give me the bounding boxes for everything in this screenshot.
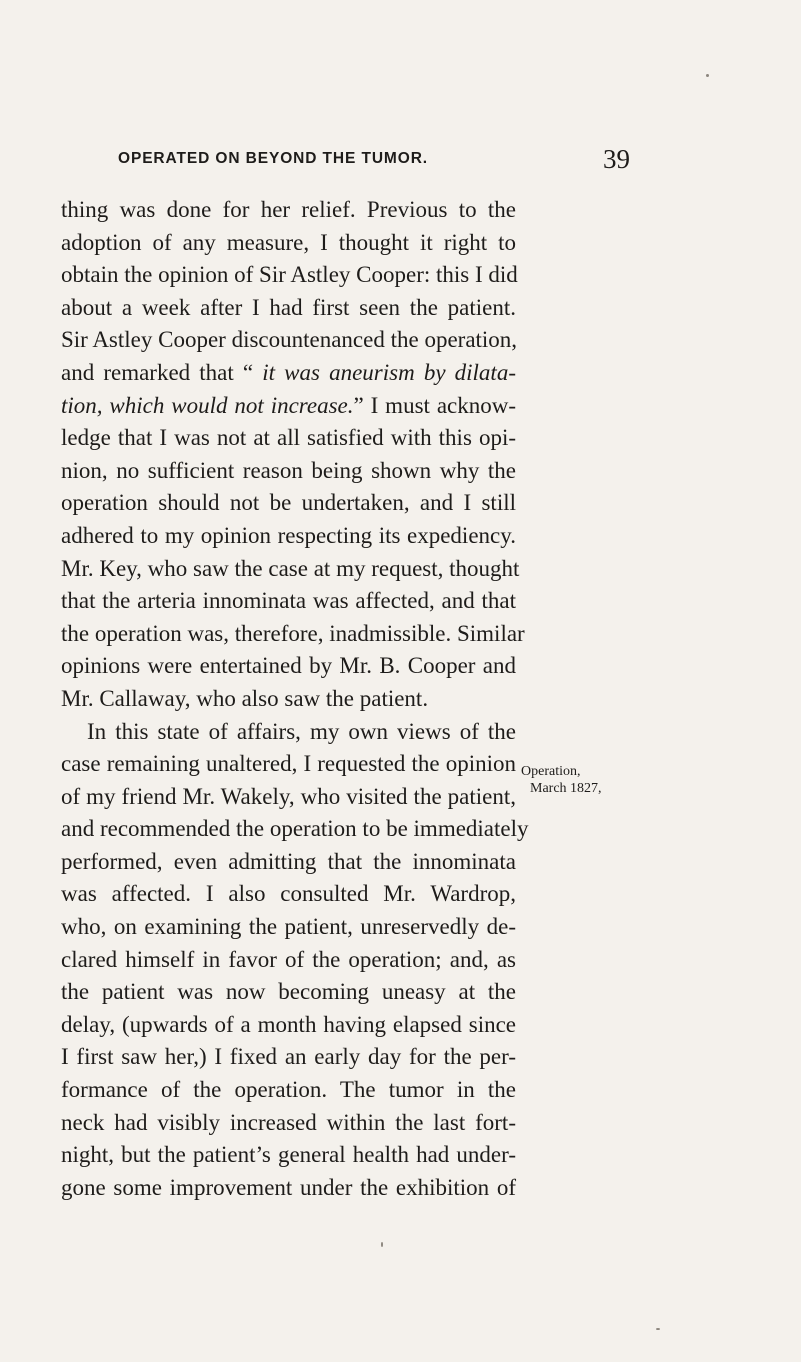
margin-note [521,763,605,797]
paper-speck [656,1328,660,1330]
text-line: delay, (upwards of a month having elapsed since [61,1011,516,1037]
text-line-quote-end [61,390,516,423]
text-line: I first saw her,) I fixed an early day for the per- [61,1044,516,1070]
running-title: OPERATED ON BEYOND THE TUMOR. [118,150,428,167]
text-line: that the arteria innominata was affected, and that [61,588,516,614]
running-head [118,146,630,176]
text-line: Sir Astley Cooper discountenanced the operation, [61,327,518,353]
text-line: gone some improvement under the exhibition of [61,1174,516,1200]
body-text [61,194,529,1204]
paragraph-first-line: In this state of affairs, my own views of the [87,718,516,744]
text-line: clared himself in favor of the operation; and, as [61,946,516,972]
text-fragment: ” I must acknow- [353,392,516,418]
text-line: was affected. I also consulted Mr. Wardrop, [61,881,516,907]
text-line: obtain the opinion of Sir Astley Cooper: this I did [61,262,518,288]
text-line: formance of the operation. The tumor in the [61,1077,516,1103]
paper-speck [706,74,709,77]
text-line: of my friend Mr. Wakely, who visited the patient, [61,783,516,809]
text-line: thing was done for her relief. Previous to the [61,197,516,222]
text-line: adhered to my opinion respecting its expediency. [61,522,516,548]
quoted-italic-text: tion, which would not increase. [61,392,354,418]
text-line: night, but the patient’s general health had under- [61,1142,516,1168]
text-line: and recommended the operation to be immediately [61,816,529,842]
text-line: ledge that I was not at all satisfied with this opi- [61,425,516,451]
margin-note-line: March 1827, [530,781,602,796]
text-line: nion, no sufficient reason being shown why the [61,457,516,483]
text-line: who, on examining the patient, unreservedly de- [61,914,516,940]
text-line: operation should not be undertaken, and I still [61,490,516,516]
text-line: about a week after I had first seen the patient. [61,294,516,320]
text-line: performed, even admitting that the innominata [61,848,516,874]
text-line: Mr. Key, who saw the case at my request, thought [61,555,520,581]
text-line-quote-start [61,357,516,390]
text-line: opinions were entertained by Mr. B. Cooper and [61,653,516,679]
text-line: the operation was, therefore, inadmissible. Similar [61,620,525,646]
text-line: the patient was now becoming uneasy at the [61,979,516,1005]
text-line: case remaining unaltered, I requested the opinion [61,751,516,777]
paragraph-end-line: Mr. Callaway, who also saw the patient. [61,685,429,711]
paper-speck [381,1242,383,1247]
text-fragment: and remarked that “ [61,359,263,385]
margin-note-line: Operation, [521,764,581,779]
page-number: 39 [603,144,630,174]
text-line: adoption of any measure, I thought it right to [61,229,516,255]
quoted-italic-text: it was aneurism by dilata- [262,359,516,385]
text-line: neck had visibly increased within the last fort- [61,1109,516,1135]
